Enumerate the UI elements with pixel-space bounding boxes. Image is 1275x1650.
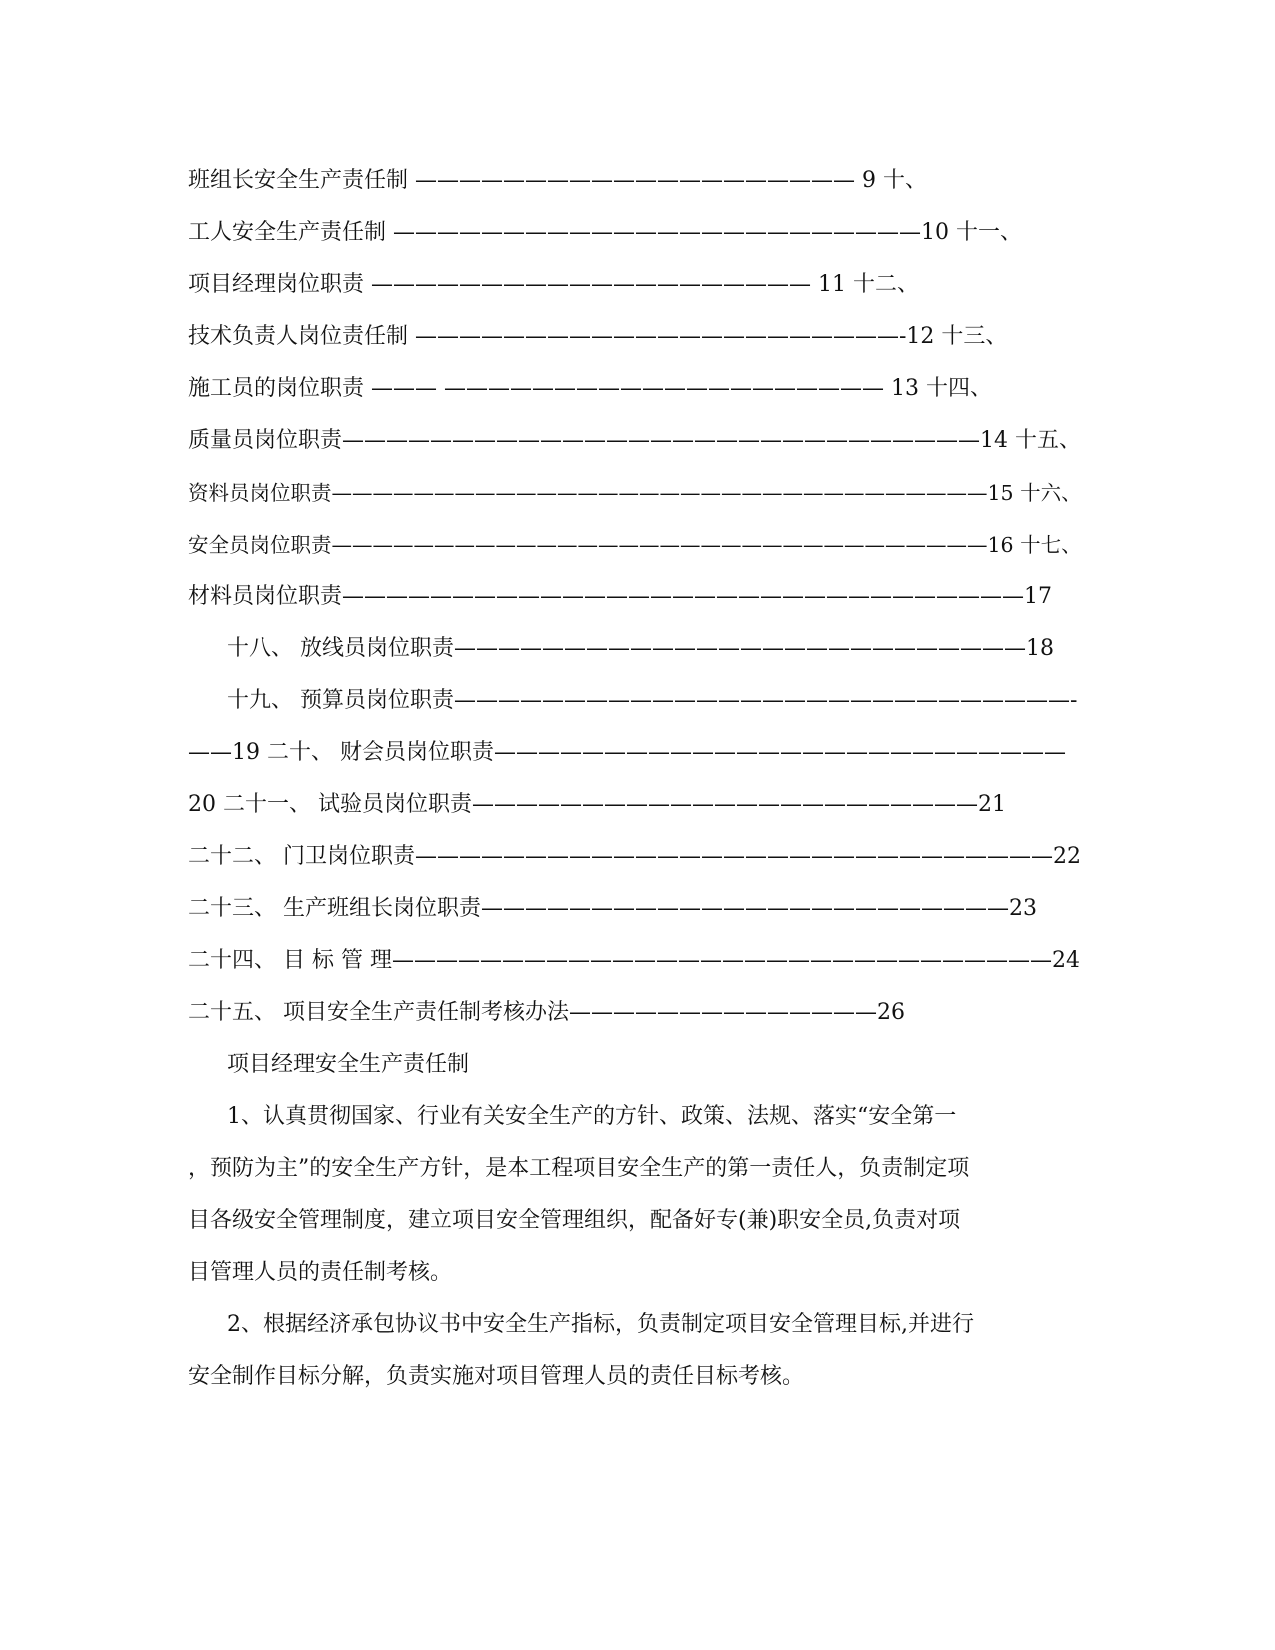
toc-line: 项目经理岗位职责 ———————————————————— 11 十二、 bbox=[188, 272, 919, 297]
toc-line: 施工员的岗位职责 ——— ———————————————————— 13 十四、 bbox=[188, 376, 992, 401]
section-title: 项目经理安全生产责任制 bbox=[227, 1052, 470, 1077]
body-paragraph-line: 安全制作目标分解，负责实施对项目管理人员的责任目标考核。 bbox=[188, 1364, 805, 1389]
body-paragraph-line: ，预防为主”的安全生产方针，是本工程项目安全生产的第一责任人，负责制定项 bbox=[188, 1156, 970, 1181]
toc-line: 二十五、 项目安全生产责任制考核办法——————————————26 bbox=[188, 1000, 905, 1025]
toc-line: 班组长安全生产责任制 ———————————————————— 9 十、 bbox=[188, 168, 927, 193]
toc-line: 质量员岗位职责—————————————————————————————14 十五、 bbox=[188, 428, 1081, 453]
toc-line: 资料员岗位职责————————————————————————————————15 十六、 bbox=[188, 481, 1082, 505]
body-paragraph-line: 2、根据经济承包协议书中安全生产指标，负责制定项目安全管理目标,并进行 bbox=[227, 1312, 974, 1337]
toc-line: 20 二十一、 试验员岗位职责———————————————————————21 bbox=[188, 792, 1006, 817]
toc-line: 工人安全生产责任制 ————————————————————————10 十一、 bbox=[188, 220, 1022, 245]
toc-line: 十八、 放线员岗位职责——————————————————————————18 bbox=[227, 636, 1054, 661]
toc-line: ——19 二十、 财会员岗位职责—————————————————————————— bbox=[188, 740, 1066, 765]
body-paragraph-line: 目管理人员的责任制考核。 bbox=[188, 1260, 453, 1285]
toc-line: 技术负责人岗位责任制 ——————————————————————-12 十三、 bbox=[188, 324, 1008, 349]
toc-line: 二十四、 目 标 管 理——————————————————————————————24 bbox=[188, 948, 1080, 973]
toc-line: 十九、 预算员岗位职责————————————————————————————- bbox=[227, 688, 1078, 713]
toc-line: 安全员岗位职责————————————————————————————————16 十七、 bbox=[188, 533, 1082, 557]
body-paragraph-line: 目各级安全管理制度，建立项目安全管理组织，配备好专(兼)职安全员,负责对项 bbox=[188, 1208, 961, 1233]
body-paragraph-line: 1、认真贯彻国家、行业有关安全生产的方针、政策、法规、落实“安全第一 bbox=[227, 1104, 957, 1129]
toc-line: 二十三、 生产班组长岗位职责————————————————————————23 bbox=[188, 896, 1037, 921]
toc-line: 二十二、 门卫岗位职责—————————————————————————————22 bbox=[188, 844, 1081, 869]
toc-line: 材料员岗位职责———————————————————————————————17 bbox=[188, 584, 1052, 609]
